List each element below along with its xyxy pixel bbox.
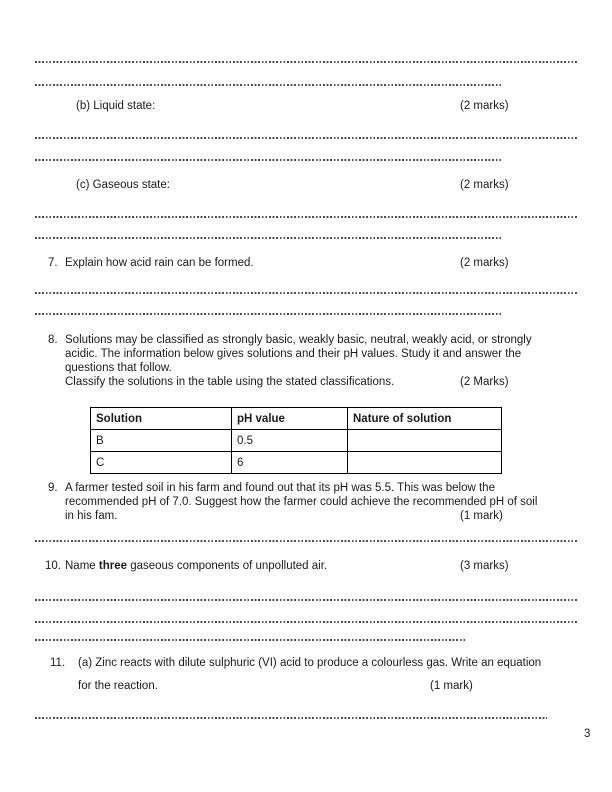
question-10-number: 10.: [45, 560, 61, 572]
question-7-number: 7.: [48, 257, 58, 269]
answer-dotted-line: [35, 621, 577, 623]
answer-dotted-line: [35, 216, 577, 218]
question-9-line1: A farmer tested soil in his farm and found out that its pH was 5.5. This was below the: [65, 482, 495, 494]
question-9-marks: (1 mark): [460, 510, 503, 522]
question-8-line4: Classify the solutions in the table using the stated classifications.: [65, 376, 395, 388]
answer-dotted-line: [35, 237, 503, 239]
question-11-marks: (1 mark): [430, 680, 473, 692]
question-8-number: 8.: [48, 334, 58, 346]
ph-table-header-nature: Nature of solution: [348, 408, 502, 430]
answer-dotted-line: [35, 639, 467, 641]
answer-dotted-line: [35, 84, 503, 86]
question-10-text-start: Name: [65, 560, 99, 572]
ph-table-cell-solution: C: [91, 452, 232, 474]
ph-table-header-solution: Solution: [91, 408, 232, 430]
ph-table-cell-nature-blank: [348, 430, 502, 452]
ph-table-cell-solution: B: [91, 430, 232, 452]
part-c-label: (c) Gaseous state:: [76, 179, 170, 191]
ph-table-cell-ph-value: 6: [232, 452, 348, 474]
question-11-line2: for the reaction.: [78, 680, 158, 692]
answer-dotted-line: [35, 137, 577, 139]
ph-table: [90, 407, 502, 474]
table-row: [91, 452, 502, 474]
question-10-text-bold: three: [98, 560, 127, 572]
answer-dotted-line: [35, 292, 577, 294]
answer-dotted-line: [35, 717, 547, 719]
question-8-marks: (2 Marks): [460, 376, 509, 388]
question-8-line2: acidic. The information below gives solutions and their pH values. Study it and answer the: [65, 348, 522, 360]
question-10-marks: (3 marks): [460, 560, 509, 572]
question-11-line1: (a) Zinc reacts with dilute sulphuric (VI) acid to produce a colourless gas. Write an equation: [78, 657, 542, 669]
question-10-text-end: gaseous components of unpolluted air.: [127, 560, 328, 572]
question-7-text: Explain how acid rain can be formed.: [65, 257, 254, 269]
ph-table-header-row: [91, 408, 502, 430]
part-c-marks: (2 marks): [460, 179, 509, 191]
question-9-line2: recommended pH of 7.0. Suggest how the farmer could achieve the recommended pH of soil: [65, 496, 538, 508]
question-9-line3: in his fam.: [65, 510, 118, 522]
ph-table-cell-ph-value: 0.5: [232, 430, 348, 452]
answer-dotted-line: [35, 61, 577, 63]
question-9-number: 9.: [48, 482, 58, 494]
answer-dotted-line: [35, 540, 577, 542]
ph-table-cell-nature-blank: [348, 452, 502, 474]
ph-table-header-ph-value: pH value: [232, 408, 348, 430]
part-b-marks: (2 marks): [460, 100, 509, 112]
question-7-marks: (2 marks): [460, 257, 509, 269]
answer-dotted-line: [35, 599, 577, 601]
question-10-text: [65, 559, 327, 573]
question-8-line1: Solutions may be classified as strongly basic, weakly basic, neutral, weakly acid, or strongly: [65, 334, 532, 346]
answer-dotted-line: [35, 159, 503, 161]
table-row: [91, 430, 502, 452]
answer-dotted-line: [35, 313, 503, 315]
question-8-line3: questions that follow.: [65, 362, 172, 374]
question-11-number: 11.: [50, 657, 66, 669]
page-number: 3: [584, 728, 591, 740]
part-b-label: (b) Liquid state:: [76, 100, 156, 112]
